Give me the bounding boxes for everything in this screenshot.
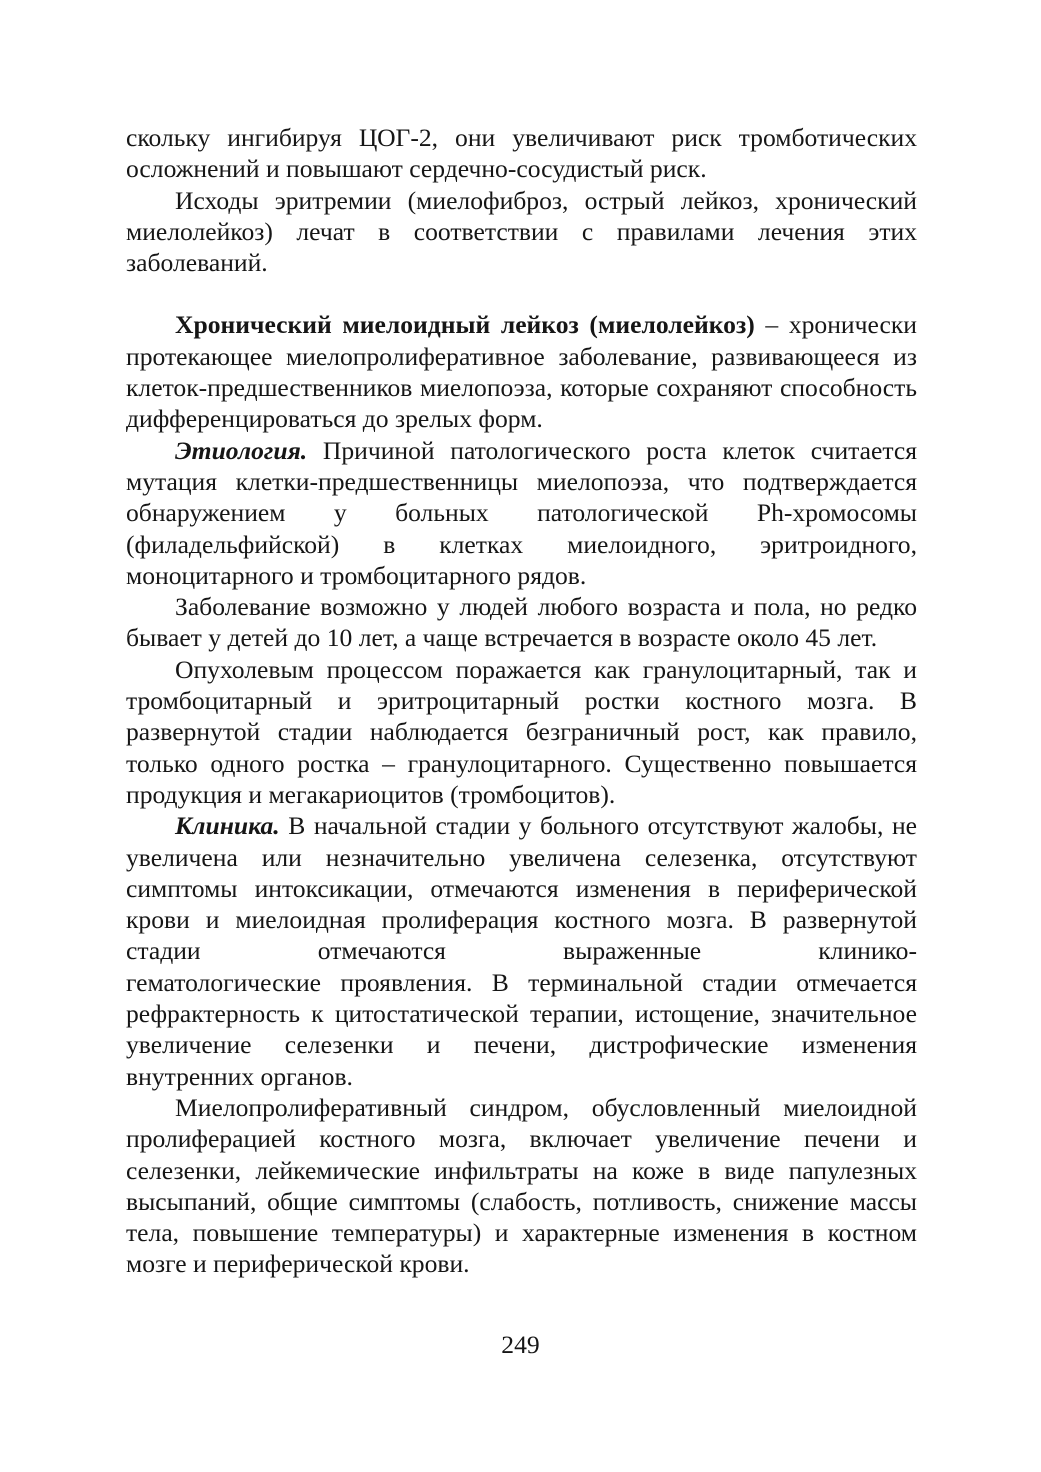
disease-term: Хронический миелоидный лейкоз (миелолейкоз) bbox=[175, 310, 755, 340]
paragraph-outcomes: Исходы эритремии (миелофиброз, острый лейкоз, хронический миелолейкоз) лечат в соответствии с правилами лечения этих заболеваний. bbox=[126, 185, 917, 278]
paragraph-clinic-cont: гематологические проявления. В терминальной стадии отмечается рефрактерность к цитостатической терапии, истощение, значительное увеличение селезенки и печени, дистрофические изменения внутренних органов. bbox=[126, 967, 917, 1091]
paragraph-clinic bbox=[126, 810, 917, 966]
clinic-text-a: В начальной стадии у больного отсутствуют жалобы, не увеличена или незначительно увеличена селезенка, отсутствуют симптомы интоксикации, отмечаются изменения в периферической крови и миелоидная пролиферация костного мозга. В развернутой стадии отмечаются выраженные клинико- bbox=[126, 811, 917, 966]
etiology-text: Причиной патологического роста клеток считается мутация клетки-предшественницы миелопоэза, что подтверждается обнаружением у больных патологической Ph-хромосомы (филадельфийской) в клетках миелоидного, эритроидного, моноцитарного и тромбоцитарного рядов. bbox=[126, 435, 917, 590]
paragraph-continuation: скольку ингибируя ЦОГ-2, они увеличивают риск тромботических осложнений и повышают сердечно-сосудистый риск. bbox=[126, 123, 917, 184]
paragraph-definition bbox=[126, 309, 917, 434]
definition-text: – хронически протекающее миелопролиферативное заболевание, развивающееся из клеток-предшественников миелопоэза, которые сохраняют способность дифференцироваться до зрелых форм. bbox=[126, 310, 917, 434]
paragraph-age: Заболевание возможно у людей любого возраста и пола, но редко бывает у детей до 10 лет, а чаще встречается в возрасте около 45 лет. bbox=[126, 592, 917, 653]
paragraph-etiology bbox=[126, 435, 917, 591]
paragraph-syndrome: Миелопролиферативный синдром, обусловленный миелоидной пролиферацией костного мозга, включает увеличение печени и селезенки, лейкемические инфильтраты на коже в виде папулезных высыпаний, общие симптомы (слабость, потливость, снижение массы тела, повышение температуры) и характерные изменения в костном мозге и периферической крови. bbox=[126, 1092, 917, 1279]
paragraph-tumor-process: Опухолевым процессом поражается как гранулоцитарный, так и тромбоцитарный и эритроцитарный ростки костного мозга. В развернутой стадии наблюдается безграничный рост, как правило, только одного ростка – гранулоцитарного. Существенно повышается продукция и мегакариоцитов (тромбоцитов). bbox=[126, 654, 917, 809]
clinic-heading: Клиника. bbox=[175, 811, 280, 841]
page-body bbox=[126, 122, 917, 1280]
etiology-heading: Этиология. bbox=[175, 435, 308, 465]
page-number: 249 bbox=[501, 1330, 540, 1359]
